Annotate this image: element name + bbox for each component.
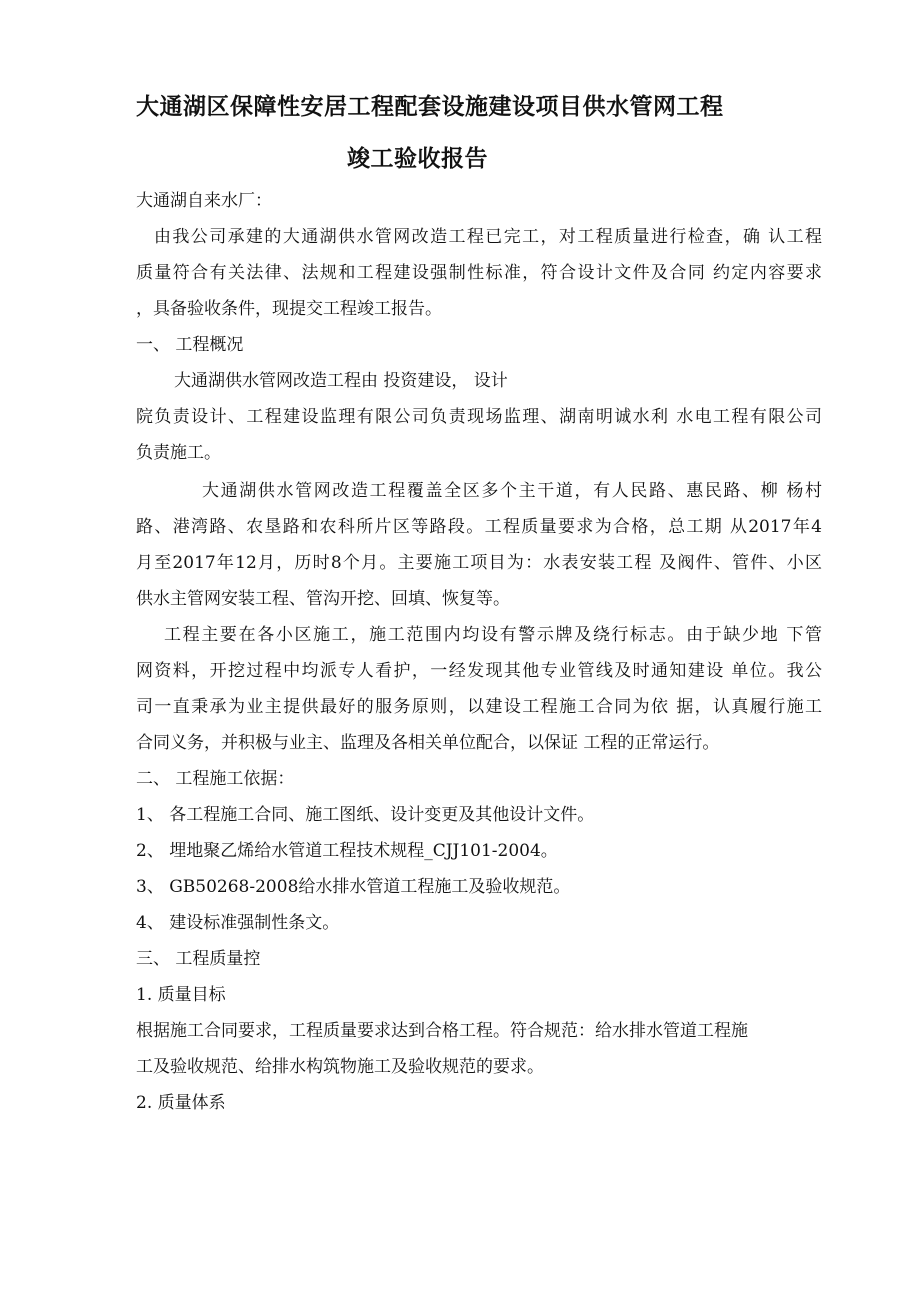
section-2-heading: 二、 工程施工依据： [136,769,295,789]
section-2-item-3: 3、 GB50268-2008给水排水管道工程施工及验收规范。 [136,877,571,897]
section-1-para-2-line-3: 月至2017年12月，历时8个月。主要施工项目为：水表安装工程 及阀件、管件、小区 [136,553,822,573]
addressee: 大通湖自来水厂： [136,191,272,211]
section-3-sub-1-text-line-2: 工及验收规范、给排水构筑物施工及验收规范的要求。 [136,1057,544,1077]
section-2-item-1: 1、 各工程施工合同、施工图纸、设计变更及其他设计文件。 [136,805,595,825]
section-1-para-2-line-2: 路、港湾路、农垦路和农科所片区等路段。工程质量要求为合格，总工期 从2017年4 [136,517,822,537]
section-1-para-2-line-4: 供水主管网安装工程、管沟开挖、回填、恢复等。 [136,589,510,609]
intro-line-3: ，具备验收条件，现提交工程竣工报告。 [136,299,442,319]
section-1-para-3-line-1: 工程主要在各小区施工，施工范围内均设有警示牌及绕行标志。由于缺少地 下管 [164,625,822,645]
section-3-sub-1-heading: 1. 质量目标 [136,985,226,1005]
section-3-sub-2-heading: 2. 质量体系 [136,1093,226,1113]
section-2-item-4: 4、 建设标准强制性条文。 [136,913,340,933]
section-1-para-3-line-3: 司一直秉承为业主提供最好的服务原则，以建设工程施工合同为依 据，认真履行施工 [136,697,822,717]
document-title-line-1: 大通湖区保障性安居工程配套设施建设项目供水管网工程 [136,94,724,120]
section-1-para-1-line-3: 负责施工。 [136,443,221,463]
section-1-para-3-line-2: 网资料，开挖过程中均派专人看护，一经发现其他专业管线及时通知建设 单位。我公 [136,661,822,681]
document-title-line-2: 竣工验收报告 [347,146,488,172]
section-3-heading: 三、 工程质量控 [136,949,261,969]
section-1-heading: 一、 工程概况 [136,335,244,355]
section-1-para-1-line-1: 大通湖供水管网改造工程由 投资建设， 设计 [174,371,508,391]
section-3-sub-1-text-line-1: 根据施工合同要求，工程质量要求达到合格工程。符合规范：给水排水管道工程施 [136,1021,748,1041]
section-1-para-1-line-2: 院负责设计、工程建设监理有限公司负责现场监理、湖南明诚水利 水电工程有限公司 [136,407,822,427]
intro-line-2: 质量符合有关法律、法规和工程建设强制性标准，符合设计文件及合同 约定内容要求 [136,263,822,283]
intro-line-1: 由我公司承建的大通湖供水管网改造工程已完工，对工程质量进行检查，确 认工程 [154,227,822,247]
section-1-para-3-line-4: 合同义务，并积极与业主、监理及各相关单位配合，以保证 工程的正常运行。 [136,733,720,753]
section-2-item-2: 2、 埋地聚乙烯给水管道工程技术规程_CJJ101-2004。 [136,841,558,861]
section-1-para-2-line-1: 大通湖供水管网改造工程覆盖全区多个主干道，有人民路、惠民路、柳 杨村 [202,481,822,501]
